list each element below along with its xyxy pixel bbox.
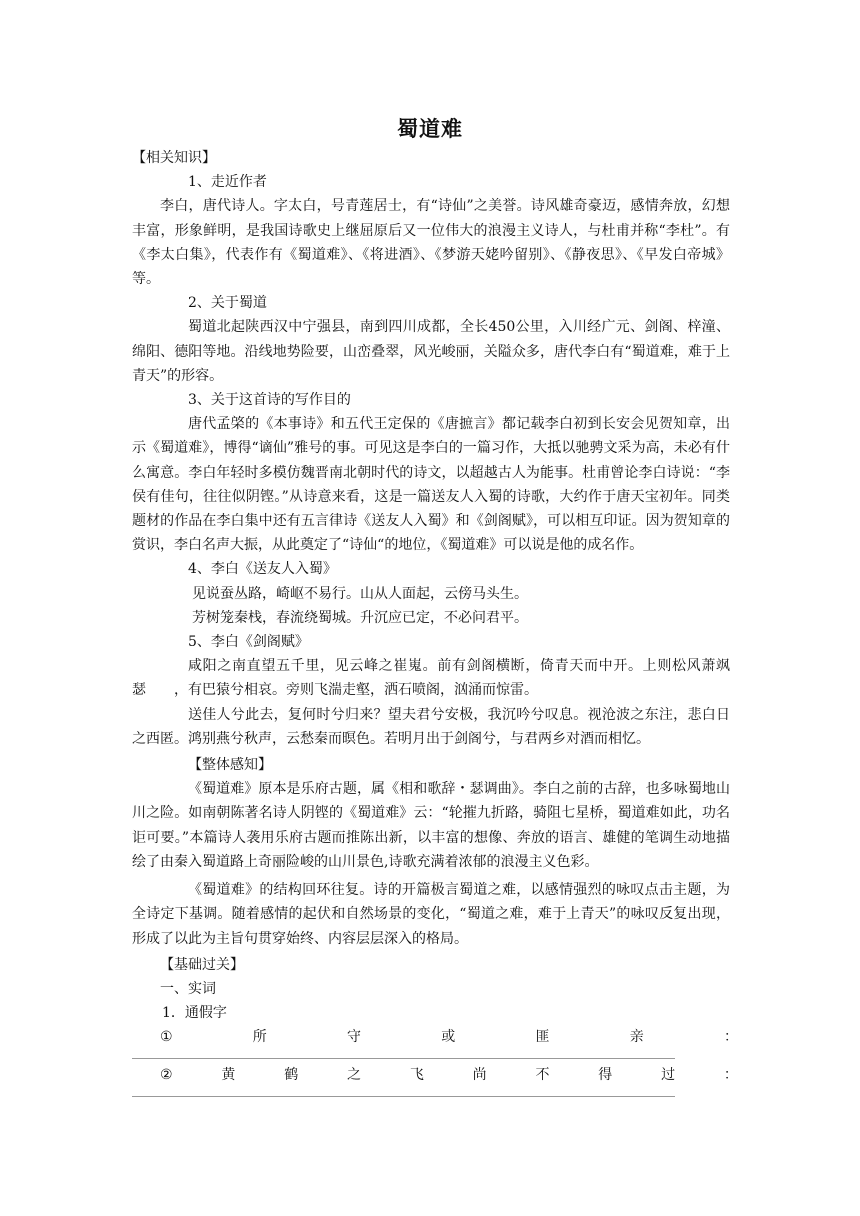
paragraph-shudao: 蜀道北起陕西汉中宁强县，南到四川成都，全长450公里，入川经广元、剑阁、梓潼、绵阳、德阳等地。沿线地势险要，山峦叠翠，风光峻丽，关隘众多，唐代李白有“蜀道难，难于上青天”的形容。 [132, 319, 730, 384]
paragraph-overall-1: 《蜀道难》原本是乐府古题，属《相和歌辞・瑟调曲》。李白之前的古辞，也多咏蜀地山川之险。如南朝陈著名诗人阴铿的《蜀道难》云：“轮摧九折路，骑阻七星桥，蜀道难如此，功名讵可要。”本篇诗人袭用乐府古题而推陈出新，以丰富的想像、奔放的语言、雄健的笔调生动地描绘了由秦入蜀道路上奇丽险峻的山川景色,诗歌充满着浓郁的浪漫主义色彩。 [132, 781, 730, 870]
document-body [132, 146, 738, 1093]
subheading-poem: 4、李白《送友人入蜀》 [188, 561, 337, 578]
answer-line-2[interactable] [132, 1096, 675, 1097]
row1-cell: 匪 [535, 1029, 550, 1046]
row2-cell: 过 [661, 1067, 676, 1084]
row2-cell: 得 [598, 1067, 613, 1084]
poem-line-1: 见说蚕丛路，崎岖不易行。山从人面起，云傍马头生。 [192, 585, 528, 602]
row1-cell: 或 [441, 1029, 456, 1046]
section-heading-overall: 【整体感知】 [188, 757, 272, 774]
row1-cell: 守 [347, 1029, 362, 1046]
row2-cell: 之 [347, 1067, 361, 1084]
row2-cell: ： [723, 1067, 738, 1084]
row1-cell: 亲 [629, 1029, 644, 1046]
row1-cell: ① [160, 1029, 173, 1046]
subheading-author: 1、走近作者 [188, 174, 267, 191]
row1-cell: ： [723, 1029, 738, 1046]
page-title: 蜀道难 [397, 116, 463, 141]
subheading-purpose: 3、关于这首诗的写作目的 [188, 392, 351, 409]
paragraph-fu-2: 送佳人兮此去，复何时兮归来？望夫君兮安极，我沉吟兮叹息。视沧波之东注，悲白日之西匿。鸿别燕兮秋声，云愁秦而暝色。若明月出于剑阁兮，与君两乡对酒而相忆。 [132, 706, 730, 747]
paragraph-fu-1: 咸阳之南直望五千里，见云峰之崔嵬。前有剑阁横断，倚青天而中开。上则松风萧飒瑟 ，有巴猿兮相哀。旁则飞湍走壑，洒石喷阁，汹涌而惊雷。 [132, 658, 730, 699]
row2-cell: 不 [535, 1067, 550, 1084]
subheading-fu: 5、李白《剑阁赋》 [188, 634, 309, 651]
subheading-shudao: 2、关于蜀道 [188, 295, 267, 312]
row2-cell: 鹤 [284, 1067, 299, 1084]
exercise-row-1 [132, 1025, 738, 1055]
row2-cell: 黄 [221, 1067, 236, 1084]
section-heading-related: 【相关知识】 [132, 150, 216, 166]
poem-line-2: 芳树笼秦栈，春流绕蜀城。升沉应已定，不必问君平。 [192, 609, 528, 626]
exercise-row-2 [132, 1063, 738, 1093]
section-heading-basic: 【基础过关】 [160, 956, 244, 973]
row1-cell: 所 [252, 1029, 267, 1046]
paragraph-overall-2: 《蜀道难》的结构回环往复。诗的开篇极言蜀道之难，以感情强烈的咏叹点击主题，为全诗定下基调。随着感情的起伏和自然场景的变化，“蜀道之难，难于上青天”的咏叹反复出现，形成了以此为主旨句贯穿始终、内容层层深入的格局。 [132, 882, 730, 947]
subheading-shici: 一、实词 [160, 980, 216, 997]
paragraph-purpose: 唐代孟棨的《本事诗》和五代王定保的《唐摭言》都记载李白初到长安会见贺知章，出示《蜀道难》，博得“谪仙”雅号的事。可见这是李白的一篇习作，大抵以驰骋文采为高，未必有什么寓意。李白年轻时多模仿魏晋南北朝时代的诗文，以超越古人为能事。杜甫曾论李白诗说：“李侯有佳句，往往似阴铿。”从诗意来看，这是一篇送友人入蜀的诗歌，大约作于唐天宝初年。同类题材的作品在李白集中还有五言律诗《送友人入蜀》和《剑阁赋》，可以相互印证。因为贺知章的赏识，李白名声大振，从此奠定了“诗仙“的地位，《蜀道难》可以说是他的成名作。 [132, 416, 730, 554]
answer-line-1[interactable] [132, 1058, 675, 1059]
row2-cell: 尚 [472, 1067, 487, 1084]
paragraph-author: 李白，唐代诗人。字太白，号青莲居士，有“诗仙”之美誉。诗风雄奇豪迈，感情奔放，幻想丰富，形象鲜明，是我国诗歌史上继屈原后又一位伟大的浪漫主义诗人，与杜甫并称“李杜”。有《李太白集》，代表作有《蜀道难》、《将进酒》、《梦游天姥吟留别》、《静夜思》、《早发白帝城》等。 [132, 198, 730, 288]
row2-cell: ② [160, 1067, 173, 1084]
row2-cell: 飞 [409, 1067, 424, 1084]
subheading-tongjia: 1．通假字 [162, 1005, 227, 1022]
